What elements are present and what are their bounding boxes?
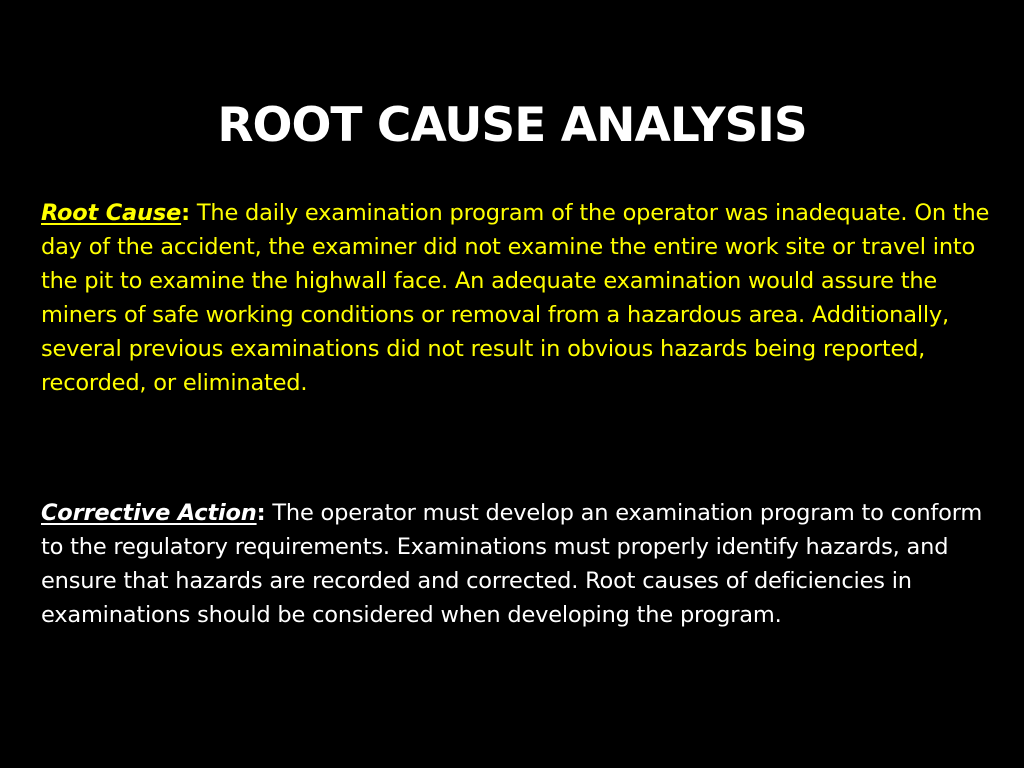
corrective-action-text: The operator must develop an examination program to conform to the regulatory requirements. Examinations must properly identify hazards, and ensure that hazards are recorded and corrected. Root causes of deficiencies in examinations should be considered when developing the program. (41, 500, 983, 628)
root-cause-text: The daily examination program of the operator was inadequate. On the day of the accident, the examiner did not examine the entire work site or travel into the pit to examine the highwall face. An adequate examination would assure the miners of safe working conditions or removal from a hazardous area. Additionally, several previous examinations did not result in obvious hazards being reported, recorded, or eliminated. (41, 200, 990, 396)
root-cause-separator: : (181, 200, 190, 226)
slide-title: ROOT CAUSE ANALYSIS (217, 98, 807, 153)
corrective-action-separator: : (256, 500, 266, 526)
root-cause-paragraph (41, 196, 991, 400)
corrective-action-label: Corrective Action (41, 500, 257, 526)
corrective-action-paragraph (41, 496, 991, 632)
root-cause-label: Root Cause (41, 200, 182, 226)
